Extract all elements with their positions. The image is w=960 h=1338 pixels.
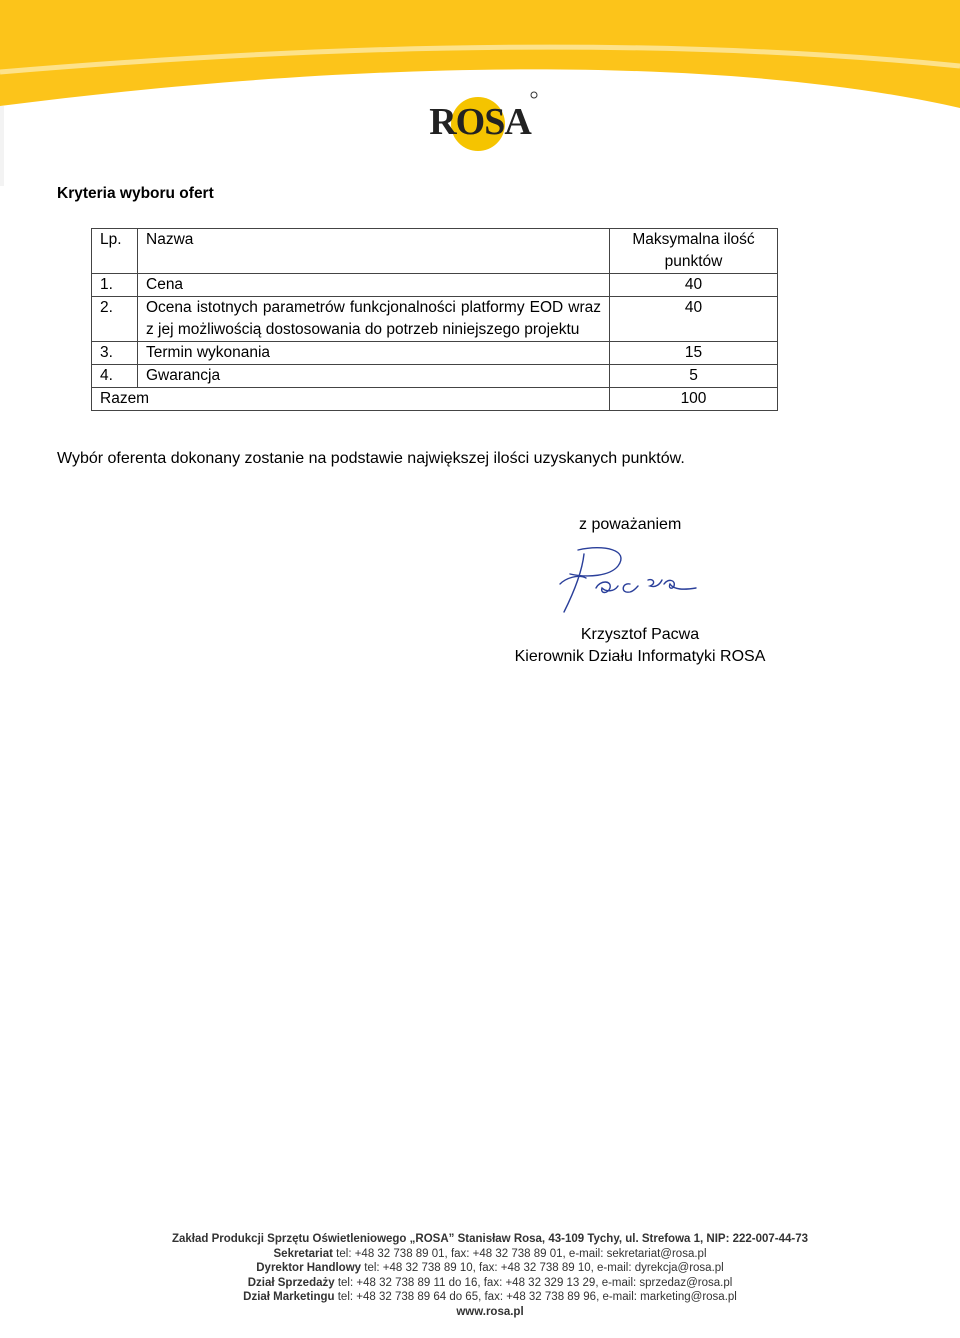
footer-line	[160, 1261, 820, 1276]
row-points: 40	[610, 274, 778, 297]
total-points: 100	[610, 388, 778, 411]
table-row	[92, 274, 778, 297]
footer-label: Dział Marketingu	[243, 1291, 335, 1303]
signer-block	[440, 624, 840, 668]
table-total-row	[92, 388, 778, 411]
logo-text: ROSA	[429, 101, 531, 143]
footer-value: tel: +48 32 738 89 11 do 16, fax: +48 32 329 13 29, e-mail: sprzedaz@rosa.pl	[337, 1276, 733, 1289]
footer-line	[160, 1290, 820, 1305]
footer-line	[160, 1276, 820, 1291]
footer-value: tel: +48 32 738 89 01, fax: +48 32 738 89 01, e-mail: sekretariat@rosa.pl	[336, 1247, 707, 1260]
footer-value: tel: +48 32 738 89 64 do 65, fax: +48 32 738 89 96, e-mail: marketing@rosa.pl	[337, 1291, 737, 1303]
closing-text: z poważaniem	[579, 516, 682, 533]
header-lp: Lp.	[92, 229, 138, 274]
signer-title: Kierownik Działu Informatyki ROSA	[514, 648, 766, 665]
footer-company: Zakład Produkcji Sprzętu Oświetleniowego „ROSA” Stanisław Rosa, 43-109 Tychy, ul. Strefowa 1, NIP: 222-007-44-73	[171, 1233, 809, 1245]
row-points: 15	[610, 342, 778, 365]
header-points: Maksymalna ilość punktów	[610, 229, 778, 274]
summary-text: Wybór oferenta dokonany zostanie na podstawie największej ilości uzyskanych punktów.	[57, 450, 685, 467]
footer-website: www.rosa.pl	[456, 1305, 524, 1318]
company-footer	[160, 1232, 820, 1319]
row-name: Termin wykonania	[138, 342, 610, 365]
row-lp: 1.	[92, 274, 138, 297]
row-name: Gwarancja	[138, 365, 610, 388]
header-name: Nazwa	[138, 229, 610, 274]
signer-name: Krzysztof Pacwa	[580, 626, 700, 643]
table-row	[92, 365, 778, 388]
row-lp: 3.	[92, 342, 138, 365]
table-header-row	[92, 229, 778, 274]
criteria-table	[91, 228, 778, 411]
row-points: 5	[610, 365, 778, 388]
row-lp: 4.	[92, 365, 138, 388]
row-points: 40	[610, 297, 778, 342]
footer-line	[160, 1247, 820, 1262]
footer-value: tel: +48 32 738 89 10, fax: +48 32 738 89 10, e-mail: dyrekcja@rosa.pl	[364, 1262, 724, 1274]
total-label: Razem	[92, 388, 610, 411]
section-title: Kryteria wyboru ofert	[57, 185, 214, 202]
footer-label: Dyrektor Handlowy	[256, 1262, 362, 1274]
footer-label: Sekretariat	[273, 1247, 333, 1260]
table-row	[92, 342, 778, 365]
row-name: Cena	[138, 274, 610, 297]
table-row	[92, 297, 778, 342]
row-name: Ocena istotnych parametrów funkcjonalności platformy EOD wraz z jej możliwością dostosowania do potrzeb niniejszego projektu	[138, 297, 610, 342]
footer-label: Dział Sprzedaży	[247, 1276, 335, 1289]
handwritten-signature	[556, 544, 702, 616]
row-lp: 2.	[92, 297, 138, 342]
rosa-logo	[418, 86, 542, 152]
